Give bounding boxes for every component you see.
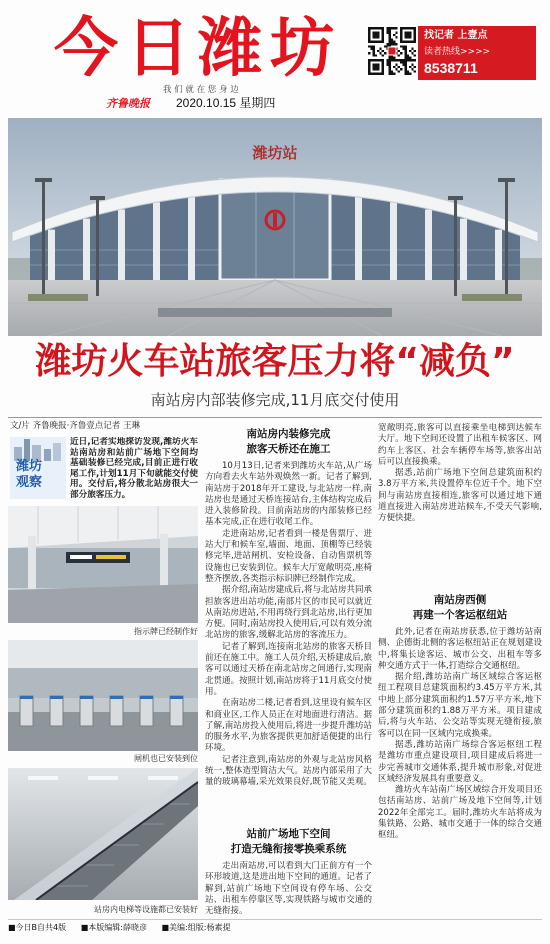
- contact-box: [418, 26, 536, 80]
- section-heading-line: 旅客天桥还在施工: [246, 443, 331, 455]
- paragraph: 走出南站房,可以看到大门正前方有一个环形坡道,这是进出地下空间的通道。记者了解到,站前广场地下空间设有停车场、公交站、出租车停靠区等,实现铁路与城市交通的无缝衔接。: [205, 861, 372, 917]
- badge-title: 潍坊观察: [16, 459, 43, 490]
- paragraph: 据介绍,南站房建成后,将与北站房共同承担旅客进出站功能,南部片区的市民可以就近从南站房进站,不用再绕行到北站房,出行更加方便。同时,南站房投入使用后,可以有效分流北站房的旅客,缓解北站房的客流压力。: [205, 585, 372, 641]
- paragraph: 在南站房二楼,记者看到,这里设有候车区和商业区,工作人员正在对地面进行清洁。据了解,南站房投入使用后,将进一步提升潍坊站的服务水平,为旅客提供更加舒适便捷的出行环境。: [205, 698, 372, 754]
- footer-designer: ■美编:组版:杨素提: [161, 923, 231, 932]
- footer-divider: [8, 919, 542, 920]
- issue-date: 2020.10.15 星期四: [176, 96, 276, 110]
- low-wall: [158, 308, 392, 317]
- station-illustration: [8, 118, 542, 336]
- article-body-middle: [205, 461, 372, 823]
- paragraph: 此外,记者在南站房获悉,位于潍坊站南侧、企德街北侧的客运枢纽站正在规划建设中,将集长途客运、城市公交、出租车等多种交通方式于一体,打造综合交通枢纽。: [378, 627, 542, 671]
- qr-center-logo: [389, 48, 396, 55]
- qr-code: [368, 27, 416, 75]
- lead-paragraph: 近日,记者实地探访发现,潍坊火车站南站房和站前广场地下空间均基础装修已经完成,目前正进行收尾工作,计划11月下旬就能交付使用。交付后,将分散北站房很大一部分旅客压力。: [70, 437, 198, 500]
- paragraph: 据悉,站前广场地下空间总建筑面积约3.8万平方米,共设置停车位近千个。地下空间与南站房直接相连,旅客可以通过地下通道直接进入南站房进站候车,不受天气影响,方便快捷。: [378, 468, 542, 524]
- article-body-right-2: [378, 627, 542, 916]
- photo-signage: [8, 506, 198, 623]
- qr-code-graphic: [368, 27, 416, 75]
- hotline-number: 8538711: [424, 60, 478, 76]
- section-heading-line: 再建一个客运枢纽站: [412, 609, 508, 621]
- section-heading-underground: [205, 827, 372, 857]
- footer-edition: ■今日B自共4版: [8, 923, 67, 932]
- section-heading-line: 打造无缝衔接零换乘系统: [230, 843, 347, 855]
- section-heading-hub: [378, 593, 542, 623]
- section-heading-line: 南站房内装修完成: [246, 428, 331, 440]
- contact-slogan: 找记者 上壹点: [424, 30, 488, 41]
- paragraph: 记者了解到,连接南北站房的旅客天桥目前还在施工中。施工人员介绍,天桥建成后,旅客可以通过天桥在南北站房之间通行,实现南北贯通。按照计划,南站房将于11月底交付使用。: [205, 641, 372, 697]
- paragraph: 潍坊火车站南广场区域综合开发项目还包括南站房、站前广场及地下空间等,计划2022年全部完工。届时,潍坊火车站将成为集铁路、公路、城市交通于一体的综合交通枢纽。: [378, 785, 542, 841]
- paper-logo: 齐鲁晚报: [106, 97, 150, 110]
- page-footer: [8, 922, 542, 933]
- photo-gates: [8, 640, 198, 751]
- paragraph: 宽敞明亮,旅客可以直接乘坐电梯到达候车大厅。地下空间还设置了出租车候客区、网约车上客区、社会车辆停车场等,旅客出站后可以直接换乘。: [378, 423, 542, 467]
- paragraph: 据悉,潍坊站南广场综合客运枢纽工程是潍坊市重点建设项目,项目建成后将进一步完善城市交通体系,提升城市形象,对促进区域经济发展具有重要意义。: [378, 739, 542, 784]
- section-heading-line: 南站房西侧: [433, 594, 487, 606]
- paragraph: 走进南站房,记者看到一楼是售票厅、进站大厅和候车室,墙面、地面、顶棚等已经装修完毕,进站闸机、安检设备、自动售票机等设施也已安装到位。候车大厅宽敞明亮,座椅整齐摆放,各类指示标识牌已经制作完成。: [205, 528, 372, 584]
- section-heading-line: 站前广场地下空间: [246, 828, 331, 840]
- paragraph: 记者注意到,南站房的外观与北站房风格统一,整体造型简洁大气。站房内部采用了大量的玻璃幕墙,采光效果良好,既节能又美观。: [205, 754, 372, 788]
- footer-editor: ■本版编辑:薛晓彦: [80, 923, 147, 932]
- divider: [8, 417, 542, 418]
- station-sign: 潍坊站: [252, 144, 298, 162]
- paragraph: 10月13日,记者来到潍坊火车站,从广场方向看去火车站外观焕然一新。记者了解到,南站房于2018年开工建设,与北站房一样,南站房也是通过天桥连接站台,主体结构完成后进入装修阶段。目前南站房的内部装修已经基本完成,正在进行收尾工作。: [205, 461, 372, 528]
- caption-escalator: 站房内电梯等设施都已安装好: [94, 905, 198, 914]
- hotline-label: 读者热线>>>>: [424, 47, 491, 57]
- station-photo: [8, 118, 542, 336]
- article-body-middle-2: [205, 861, 372, 917]
- photo-escalator: [8, 768, 198, 900]
- paragraph: 据介绍,潍坊站南广场区域综合客运枢纽工程项目总建筑面积约3.45万平方米,其中地上部分建筑面积约1.57万平方米,地下部分建筑面积约1.88万平方米。项目建成后,将与火车站、公交站等实现无缝衔接,旅客可以在同一区域内完成换乘。: [378, 672, 542, 739]
- section-heading-interior: [205, 427, 372, 457]
- skyline-icon: [10, 437, 66, 461]
- masthead-title: 今日潍坊: [54, 12, 342, 86]
- column-badge: [10, 437, 66, 499]
- byline: 文/片 齐鲁晚报·齐鲁壹点记者 王琳: [10, 421, 140, 431]
- article-body-right: [378, 423, 542, 592]
- caption-gates: 闸机也已安装到位: [134, 754, 198, 763]
- masthead-slogan: 我 们 就 在 您 身 边: [163, 85, 239, 95]
- subheadline: 南站房内部装修完成,11月底交付使用: [150, 391, 400, 409]
- headline: 潍坊火车站旅客压力将“减负”: [35, 341, 515, 382]
- caption-signage: 指示牌已经制作好: [134, 627, 198, 636]
